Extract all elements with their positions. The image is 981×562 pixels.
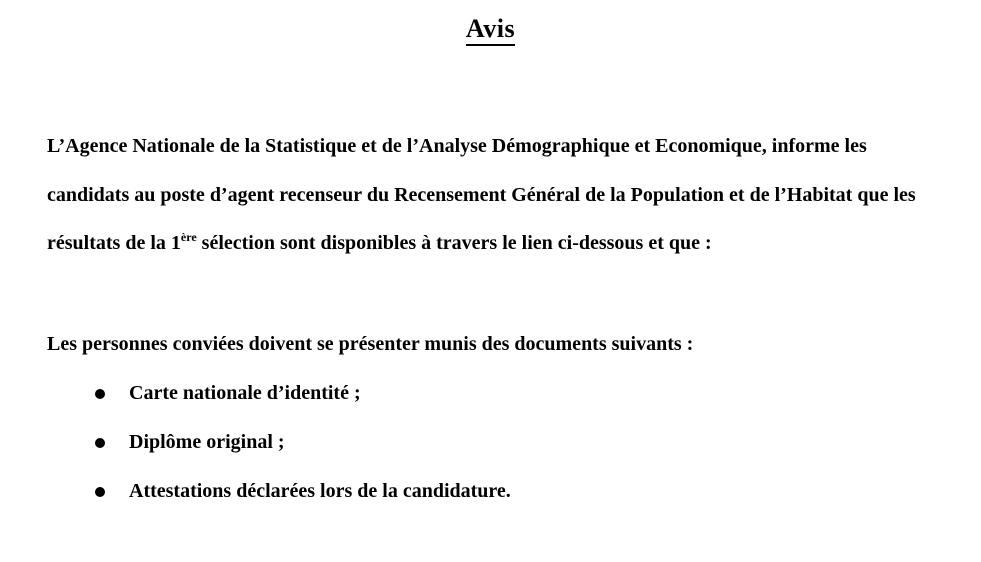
list-item <box>47 380 947 429</box>
documents-lead-text: Les personnes conviées doivent se présenter munis des documents suivants : <box>47 333 694 355</box>
intro-text-part-2: sélection sont disponibles à travers le lien ci-dessous et que : <box>196 232 712 254</box>
documents-list <box>47 380 947 527</box>
notice-title-text: Avis <box>466 14 515 46</box>
document-item-label: Diplôme original ; <box>129 431 285 453</box>
bullet-icon <box>95 389 105 399</box>
intro-superscript: ère <box>180 230 197 244</box>
bullet-icon <box>95 438 105 448</box>
document-item-label: Carte nationale d’identité ; <box>129 382 361 404</box>
notice-intro-paragraph <box>47 122 947 268</box>
document-item-label: Attestations déclarées lors de la candidature. <box>129 480 511 502</box>
list-item <box>47 429 947 478</box>
bullet-icon <box>95 487 105 497</box>
notice-title <box>0 14 981 44</box>
intro-text-part-1: L’Agence Nationale de la Statistique et de l’Analyse Démographique et Economique, informe les candidats au poste d’agent recenseur du Recensement Général de la Population et de l’Habitat que les résultats de la 1 <box>47 135 916 254</box>
list-item <box>47 478 947 527</box>
